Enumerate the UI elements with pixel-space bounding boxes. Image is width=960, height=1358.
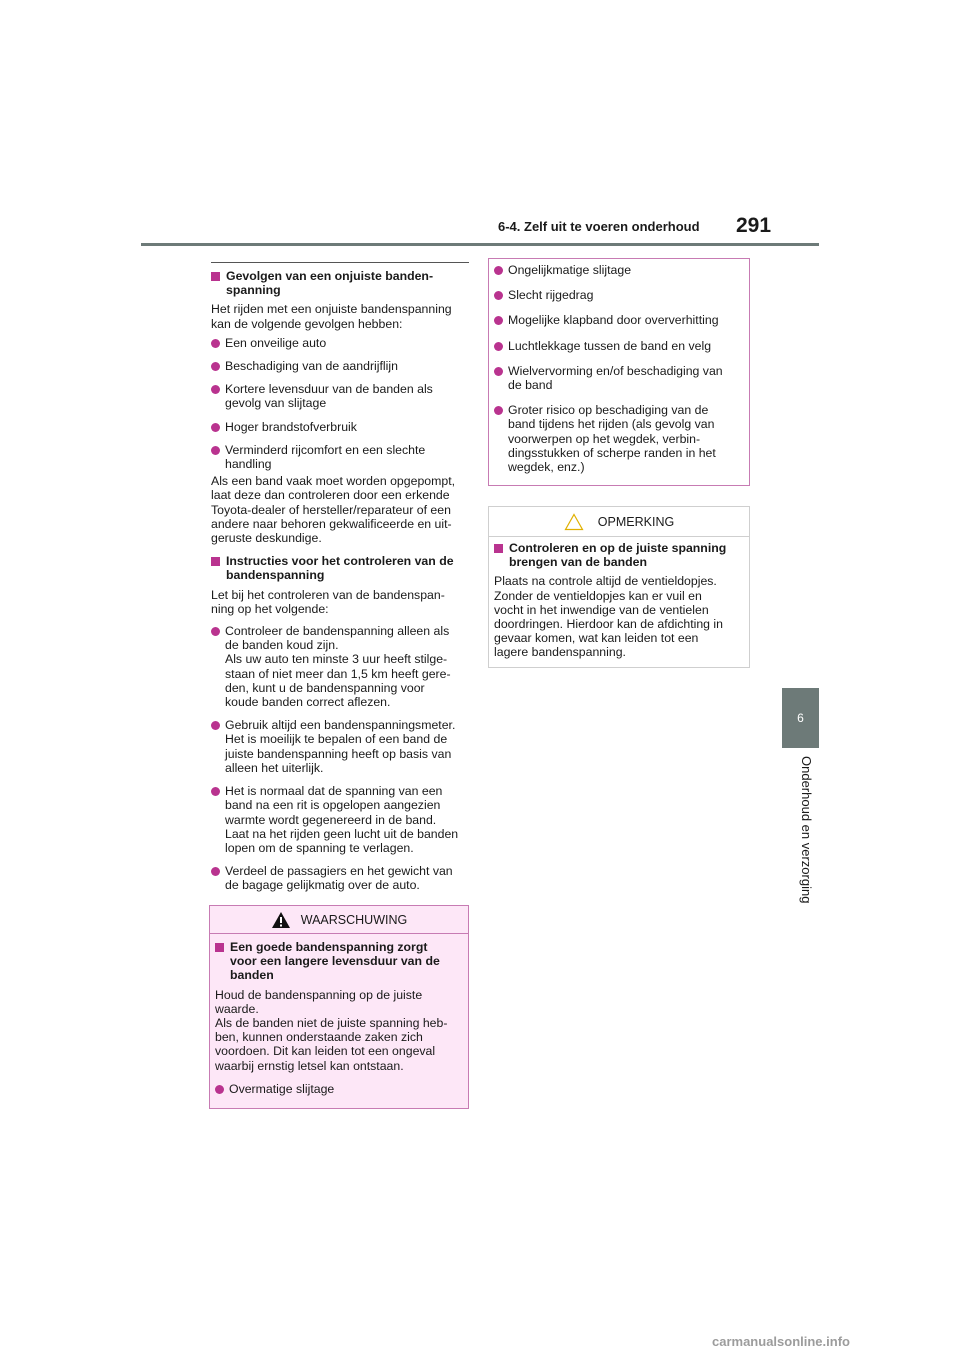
text-line: Luchtlekkage tussen de band en velg	[508, 338, 712, 353]
text-line: Kortere levensduur van de banden als	[225, 382, 433, 397]
text-line: Controleer de bandenspanning alleen als	[225, 624, 450, 639]
text-line: Een onveilige auto	[225, 335, 327, 350]
text-line: Overmatige slijtage	[229, 1081, 335, 1096]
text-line: de banden koud zijn.	[225, 638, 339, 653]
list-item	[211, 443, 469, 471]
section-title: 6-4. Zelf uit te voeren onderhoud	[498, 219, 700, 234]
warning-header	[210, 906, 468, 934]
text-line: koude banden correct aflezen.	[225, 695, 391, 710]
text-line: voor een langere levensduur van de	[230, 954, 440, 969]
list-item	[211, 359, 469, 373]
list-item	[211, 784, 469, 855]
list-item	[494, 313, 745, 327]
text-line: doordringen. Hierdoor kan de afdichting in	[494, 617, 724, 632]
note-box	[488, 506, 750, 668]
text-line: vocht in het inwendige van de ventielen	[494, 602, 709, 617]
text-line: laat deze dan controleren door een erkende	[211, 488, 450, 503]
heading-consequences	[211, 269, 469, 297]
text-line: banden	[230, 968, 274, 983]
list-item	[211, 864, 469, 892]
text-line: waarde.	[215, 1001, 259, 1016]
text-line: gevolg van slijtage	[225, 396, 327, 411]
list-item	[211, 718, 469, 775]
text-line: Toyota-dealer of hersteller/reparateur of een	[211, 502, 451, 517]
text-line: dingsstukken of scherpe randen in het	[508, 445, 716, 460]
text-line: handling	[225, 457, 272, 472]
text-line: Het is moeilijk te bepalen of een band de	[225, 732, 448, 747]
warning-continued-body	[489, 259, 749, 487]
text-line: spanning	[226, 283, 281, 298]
paragraph-dealer	[211, 474, 469, 545]
text-line: Groter risico op beschadiging van de	[508, 403, 709, 418]
list-item	[211, 420, 469, 434]
text-line: Beschadiging van de aandrijflijn	[225, 359, 398, 374]
heading-instructions	[211, 554, 469, 582]
header-rule	[141, 243, 819, 246]
text-line: juiste bandenspanning heeft op basis van	[225, 746, 452, 761]
list-item	[494, 364, 745, 392]
watermark: carmanualsonline.info	[712, 1334, 850, 1349]
list-item	[215, 1082, 464, 1096]
text-line: Mogelijke klapband door oververhitting	[508, 313, 719, 328]
text-line: Het rijden met een onjuiste bandenspanning	[211, 302, 452, 317]
caution-triangle-icon	[564, 513, 584, 531]
text-line: alleen het uiterlijk.	[225, 760, 324, 775]
warning-heading	[215, 940, 464, 983]
paragraph-check	[211, 588, 469, 616]
left-column	[211, 262, 469, 902]
note-header	[489, 507, 749, 537]
note-title: OPMERKING	[597, 514, 675, 529]
text-line: Slecht rijgedrag	[508, 288, 594, 303]
text-line: ning op het volgende:	[211, 601, 329, 616]
text-line: ben, kunnen onderstaande zaken zich	[215, 1030, 423, 1045]
list-item	[494, 339, 745, 353]
note-heading	[494, 541, 745, 569]
text-line: Verdeel de passagiers en het gewicht van	[225, 864, 453, 879]
list-item	[211, 624, 469, 709]
text-line: lagere bandenspanning.	[494, 645, 626, 660]
text-line: Als de banden niet de juiste spanning heb-	[215, 1016, 448, 1031]
list-item	[494, 288, 745, 302]
text-line: Let bij het controleren van de bandenspan-	[211, 587, 445, 602]
list-item	[211, 382, 469, 410]
text-line: Een goede bandenspanning zorgt	[230, 940, 428, 954]
paragraph-intro	[211, 302, 469, 330]
note-body	[489, 537, 749, 669]
text-line: Laat na het rijden geen lucht uit de banden	[225, 826, 459, 841]
text-line: Gevolgen van een onjuiste banden-	[226, 269, 434, 283]
text-line: voordoen. Dit kan leiden tot een ongeval	[215, 1044, 436, 1059]
note-paragraph	[494, 574, 745, 659]
text-line: bandenspanning	[226, 568, 325, 583]
text-line: den, kunt u de bandenspanning voor	[225, 680, 425, 695]
warning-continued-box	[488, 258, 750, 486]
text-line: wegdek, enz.)	[508, 460, 585, 475]
list-item	[494, 403, 745, 474]
text-line: warmte wordt gegenereerd in de band.	[225, 812, 437, 827]
text-line: Controleren en op de juiste spanning	[509, 541, 727, 555]
section-rule	[211, 262, 469, 263]
chapter-tab	[782, 688, 819, 748]
text-line: band na een rit is opgelopen aangezien	[225, 798, 441, 813]
text-line: Houd de bandenspanning op de juiste	[215, 987, 423, 1002]
list-item	[494, 263, 745, 277]
text-line: de bagage gelijkmatig over de auto.	[225, 878, 420, 893]
text-line: de band	[508, 378, 553, 393]
text-line: Instructies voor het controleren van de	[226, 554, 454, 569]
text-line: voorwerpen op het wegdek, verbin-	[508, 431, 701, 446]
page-number: 291	[736, 214, 772, 237]
text-line: Ongelijkmatige slijtage	[508, 263, 632, 277]
warning-title: WAARSCHUWING	[300, 912, 408, 927]
warning-box	[209, 905, 469, 1109]
text-line: brengen van de banden	[509, 555, 648, 570]
text-line: Als een band vaak moet worden opgepompt,	[211, 474, 456, 489]
chapter-label: Onderhoud en verzorging	[799, 756, 814, 904]
text-line: kan de volgende gevolgen hebben:	[211, 316, 403, 331]
text-line: andere naar behoren gekwalificeerde en uit-	[211, 516, 452, 531]
text-line: lopen om de spanning te verlagen.	[225, 840, 414, 855]
chapter-number: 6	[797, 711, 804, 725]
warning-body	[210, 934, 468, 1109]
list-item	[211, 336, 469, 350]
text-line: staan of niet meer dan 1,5 km heeft gere-	[225, 666, 451, 681]
text-line: waarbij ernstig letsel kan ontstaan.	[215, 1058, 404, 1073]
warning-paragraph	[215, 988, 464, 1073]
text-line: Zonder de ventieldopjes kan er vuil en	[494, 588, 702, 603]
text-line: gevaar komen, wat kan leiden tot een	[494, 631, 699, 646]
warning-triangle-icon	[271, 911, 291, 929]
text-line: geruste deskundige.	[211, 531, 322, 546]
text-line: Het is normaal dat de spanning van een	[225, 784, 443, 799]
text-line: band tijdens het rijden (als gevolg van	[508, 417, 715, 432]
text-line: Wielvervorming en/of beschadiging van	[508, 363, 723, 378]
text-line: Als uw auto ten minste 3 uur heeft stilge-	[225, 652, 448, 667]
text-line: Gebruik altijd een bandenspanningsmeter.	[225, 718, 456, 733]
text-line: Hoger brandstofverbruik	[225, 419, 357, 434]
text-line: Plaats na controle altijd de ventieldopjes.	[494, 574, 717, 589]
text-line: Verminderd rijcomfort en een slechte	[225, 442, 426, 457]
